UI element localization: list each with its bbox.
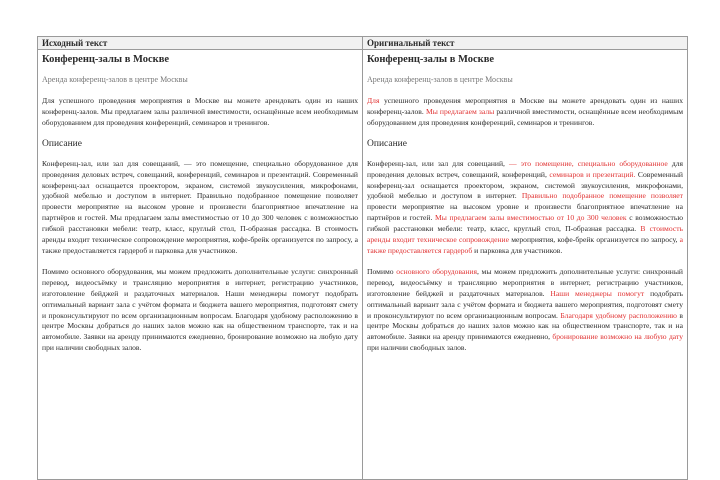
highlighted-difference-text: основного оборудования [396,266,477,276]
comparison-table [37,36,688,480]
document-title-left: Конференц-залы в Москве [42,54,170,65]
highlighted-difference-text: В стоимость аренды входит техническое сопровождение [367,224,683,245]
body-paragraph-right-1 [367,159,683,257]
highlighted-difference-text: бронирование возможно на любую дату [552,332,683,342]
matching-text: и парковка для участников. [472,245,563,255]
highlighted-difference-text: Мы предлагаем залы [425,106,495,116]
highlighted-difference-text: Мы предлагаем залы вместимостью от 10 до 300 человек [435,213,627,223]
matching-text: , мы можем предложить дополнительные услуги: синхронный перевод, видеосъёмку и трансляцию мероприятия в интернет, регистрацию участников, изготовление бейджей и раздаточных материалов. [367,266,683,298]
document-subtitle-left: Аренда конференц-залов в центре Москвы [42,75,188,84]
section-heading-right: Описание [367,138,407,149]
body-paragraph-left-2: Помимо основного оборудования, мы можем предложить дополнительные услуги: синхронный перевод, видеосъёмку и трансляцию мероприятия в интернет, регистрацию участников, изготовление бейджей и раздаточных материалов. Наши менеджеры помогут подобрать оптимальный вариант зала с учётом формата и бюджета вашего мероприятия, подготовят смету и проконсультируют по всем организационным вопросам. Благодаря удобному расположению в центре Москвы добраться до наших залов можно как на общественном транспорте, так и на автомобиле. Заявки на аренду принимаются ежедневно, бронирование возможно на любую дату при наличии свободных залов. [42,266,358,353]
highlighted-difference-text: Благодаря удобному расположению [560,310,677,320]
matching-text: при наличии свободных залов. [367,343,467,353]
matching-text: с возможностью гибкой расстановки мебели: театр, класс, круглый стол, П-образная рассадка. [367,213,683,234]
highlighted-difference-text: а также предоставляется гардероб [367,235,683,255]
highlighted-difference-text: Правильно подобранное помещение позволяет [521,191,683,201]
intro-paragraph-left: Для успешного проведения мероприятия в Москве вы можете арендовать один из наших конференц-залов. Мы предлагаем залы различной вместимости, оснащённые всем необходимым оборудованием для проведения конференций, семинаров и тренингов. [42,96,358,127]
intro-paragraph-right [367,96,683,129]
highlighted-difference-text: — это помещение, специально оборудованное [509,158,668,168]
matching-text: Помимо [367,266,397,276]
highlighted-difference-text: Для [367,96,380,105]
comparison-text-column [363,37,687,479]
highlighted-difference-text: семинаров и презентаций. [549,169,636,179]
matching-text: подобрать оптимальный вариант зала с учётом формата и бюджета вашего мероприятия, подготовят смету и проконсультируют по всем организационным вопросам. [367,288,683,320]
matching-text: Современный конференц-зал оснащается проектором, экраном, системой звукоусиления, микрофонами, удобной мебелью и доступом в интернет. [367,169,683,201]
matching-text: успешного проведения мероприятия в Москве вы можете арендовать один из наших конференц-залов. [367,96,683,116]
matching-text: мероприятия, кофе-брейк организуется по запросу, [508,235,680,245]
column-header-left: Исходный текст [38,37,362,50]
section-heading-left: Описание [42,138,82,149]
column-body-left [38,50,362,479]
matching-text: Конференц-зал, или зал для совещаний, [367,158,510,168]
matching-text: провести мероприятие на высоком уровне и произвести благоприятное впечатление на партнёров и гостей. [367,202,683,223]
matching-text: в центре Москвы добраться до наших залов можно как на общественном транспорте, так и на автомобиле. Заявки на аренду принимаются ежедневно, [367,310,683,342]
document-subtitle-right: Аренда конференц-залов в центре Москвы [367,75,513,84]
column-body-right [363,50,687,479]
body-paragraph-left-1: Конференц-зал, или зал для совещаний, — это помещение, специально оборудованное для проведения деловых встреч, совещаний, конференций, семинаров и презентаций. Современный конференц-зал оснащается проектором, экраном, системой звукоусиления, микрофонами, удобной мебелью и доступом в интернет. Правильно подобранное помещение позволяет провести мероприятие на высоком уровне и произвести благоприятное впечатление на партнёров и гостей. Мы предлагаем залы вместимостью от 10 до 300 человек с возможностью гибкой расстановки мебели: театр, класс, круглый стол, П-образная рассадка. В стоимость аренды входит техническое сопровождение мероприятия, кофе-брейк организуется по запросу, а также предоставляется гардероб и парковка для участников. [42,158,358,255]
matching-text: различной вместимости, оснащённые всем необходимым оборудованием для проведения конференций, семинаров и тренингов. [367,106,684,127]
document-title-right: Конференц-залы в Москве [367,54,495,65]
original-text-column [38,37,363,479]
matching-text: для проведения деловых встреч, совещаний, конференций, [367,158,684,179]
column-header-right: Оригинальный текст [363,37,687,50]
body-paragraph-right-2 [367,267,683,354]
highlighted-difference-text: Наши менеджеры помогут [550,288,645,298]
